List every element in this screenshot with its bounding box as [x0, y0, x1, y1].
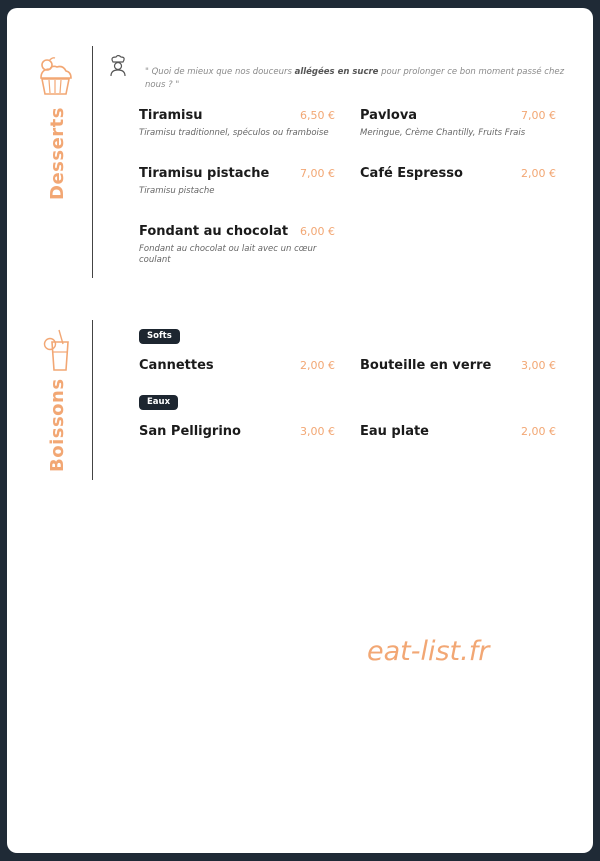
dessert-item-desc: Fondant au chocolat ou lait avec un cœur coulant [139, 244, 317, 265]
quote-text-end: pour prolonger ce bon moment passé chez nous ? " [145, 67, 565, 90]
dessert-item-price: 6,50 € [300, 109, 335, 122]
dessert-item-desc: Tiramisu traditionnel, spéculos ou framboise [139, 128, 329, 138]
dessert-item-name: Café Espresso [360, 166, 463, 181]
dessert-item-price: 7,00 € [521, 109, 556, 122]
dessert-item-name: Pavlova [360, 108, 418, 123]
quote-text-start: " Quoi de mieux que nos douceurs [145, 67, 295, 77]
drink-item-price: 3,00 € [521, 359, 556, 372]
dessert-item-price: 7,00 € [300, 167, 335, 180]
dessert-item-name: Tiramisu [139, 108, 203, 123]
drink-item-price: 2,00 € [521, 425, 556, 438]
watermark-text: eat-list.fr [367, 636, 490, 667]
dessert-item-desc: Tiramisu pistache [139, 186, 215, 196]
quote-text-bold: allégées en sucre [294, 67, 379, 77]
desserts-quote [145, 66, 565, 92]
drink-item-price: 3,00 € [300, 425, 335, 438]
dessert-item-price: 2,00 € [521, 167, 556, 180]
drink-item-name: San Pelligrino [139, 424, 241, 439]
drink-item-price: 2,00 € [300, 359, 335, 372]
dessert-item-name: Fondant au chocolat [139, 224, 289, 239]
category-tag-eaux: Eaux [139, 395, 178, 410]
drink-item-name: Bouteille en verre [360, 358, 492, 373]
drink-glass-icon [43, 328, 71, 372]
drink-item-name: Cannettes [139, 358, 214, 373]
chef-icon [108, 55, 128, 77]
dessert-item-price: 6,00 € [300, 225, 335, 238]
section-title-boissons: Boissons [47, 378, 68, 472]
category-tag-softs: Softs [139, 329, 180, 344]
menu-page [7, 8, 593, 853]
dessert-item-name: Tiramisu pistache [139, 166, 270, 181]
section-divider [92, 46, 93, 278]
dessert-item-desc: Meringue, Crème Chantilly, Fruits Frais [360, 128, 526, 138]
section-divider [92, 320, 93, 480]
section-title-desserts: Desserts [47, 107, 68, 200]
drink-item-name: Eau plate [360, 424, 429, 439]
cupcake-icon [37, 56, 75, 96]
